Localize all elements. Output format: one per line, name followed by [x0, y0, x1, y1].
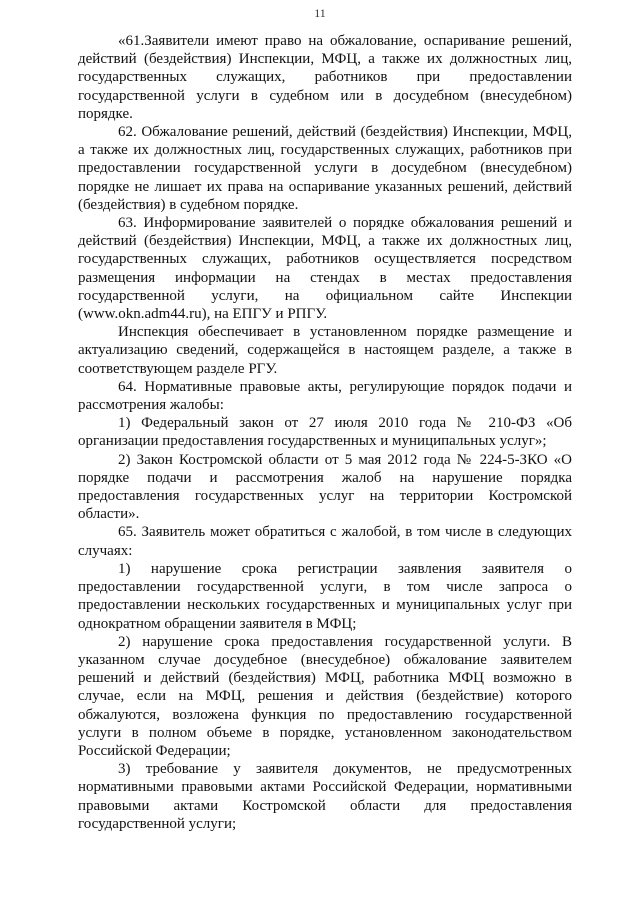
paragraph-64-item-1: 1) Федеральный закон от 27 июля 2010 года № 210-ФЗ «Об организации предоставления государственных и муниципальных услуг»;: [78, 415, 572, 450]
paragraph-65-item-2: 2) нарушение срока предоставления государственной услуги. В указанном случае досудебное (внесудебное) обжалование заявителем решений и действий (бездействия) МФЦ, работника МФЦ возможно в случае, если на МФЦ, решения и действия (бездействие) которого обжалуются, возложена функция по предоставлению государственной услуги в полном объеме в порядке, установленном законодательством Российской Федерации;: [78, 633, 572, 759]
paragraph-62: 62. Обжалование решений, действий (бездействия) Инспекции, МФЦ, а также их должностных лиц, государственных служащих, работников при предоставлении государственной услуги в досудебном (внесудебном) порядке не лишает их права на оспаривание указанных решений, действий (бездействия) в судебном порядке.: [78, 124, 572, 213]
paragraph-61: «61.Заявители имеют право на обжалование, оспаривание решений, действий (бездействия) Инспекции, МФЦ, а также их должностных лиц, государственных служащих, работников при предоставлении государственной услуги в судебном или в досудебном (внесудебном) порядке.: [78, 33, 572, 122]
paragraph-63: 63. Информирование заявителей о порядке обжалования решений и действий (бездействия) Инспекции, МФЦ, а также их должностных лиц, государственных служащих, работников осуществляется посредством размещения информации на стендах в местах предоставления государственной услуги, на официальном сайте Инспекции (www.okn.adm44.ru), на ЕПГУ и РПГУ.: [78, 215, 572, 323]
paragraph-63-inspection: Инспекция обеспечивает в установленном порядке размещение и актуализацию сведений, содержащейся в настоящем разделе, а также в соответствующем разделе РГУ.: [78, 324, 572, 377]
document-body: [78, 32, 572, 833]
paragraph-64-item-2: 2) Закон Костромской области от 5 мая 2012 года № 224-5-ЗКО «О порядке подачи и рассмотрения жалоб на нарушение порядка предоставления государственных услуг на территории Костромской области».: [78, 451, 572, 523]
paragraph-65-item-3: 3) требование у заявителя документов, не предусмотренных нормативными правовыми актами Российской Федерации, нормативными правовыми актами Костромской области для предоставления государственной услуги;: [78, 761, 572, 832]
paragraph-65: 65. Заявитель может обратиться с жалобой, в том числе в следующих случаях:: [78, 524, 572, 559]
page-number: 11: [314, 6, 326, 20]
paragraph-65-item-1: 1) нарушение срока регистрации заявления заявителя о предоставлении государственной услуги, в том числе запроса о предоставлении нескольких государственных и муниципальных услуг при однократном обращении заявителя в МФЦ;: [78, 560, 572, 632]
paragraph-64: 64. Нормативные правовые акты, регулирующие порядок подачи и рассмотрения жалобы:: [78, 378, 572, 414]
